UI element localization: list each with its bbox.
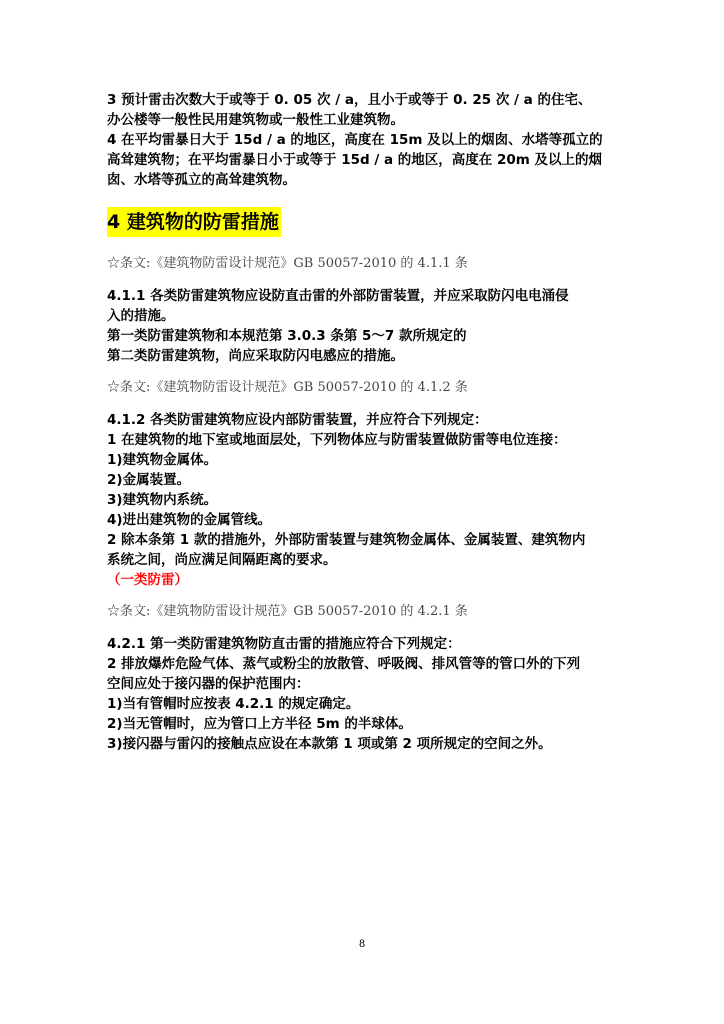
clause-line: 第一类防雷建筑物和本规范第 3.0.3 条第 5～7 款所规定的	[107, 328, 467, 344]
intro-paragraph	[107, 90, 627, 190]
citation-4-2-1: ☆条文:《建筑物防雷设计规范》GB 50057-2010 的 4.2.1 条	[107, 604, 468, 619]
clause-line: 空间应处于接闪器的保护范围内：	[107, 676, 310, 692]
intro-line: 4 在平均雷暴日大于 15d / a 的地区，高度在 15m 及以上的烟囱、水塔等孤立的	[107, 132, 603, 148]
red-category-label: （一类防雷）	[107, 572, 188, 588]
clause-4-1-1	[107, 286, 627, 366]
citation-4-1-2: ☆条文:《建筑物防雷设计规范》GB 50057-2010 的 4.1.2 条	[107, 380, 468, 395]
clause-line: 4.2.1 第一类防雷建筑物防直击雷的措施应符合下列规定：	[107, 636, 461, 652]
clause-line: 入的措施。	[107, 308, 175, 324]
clause-line: 1 在建筑物的地下室或地面层处，下列物体应与防雷装置做防雷等电位连接：	[107, 432, 567, 448]
intro-line: 办公楼等一般性民用建筑物或一般性工业建筑物。	[107, 112, 404, 128]
page-number: 8	[358, 939, 366, 950]
page-content	[107, 90, 627, 754]
intro-line: 高耸建筑物；在平均雷暴日小于或等于 15d / a 的地区，高度在 20m 及以上的烟	[107, 152, 603, 168]
section-heading: 4 建筑物的防雷措施	[107, 207, 281, 237]
clause-line: 4.1.1 各类防雷建筑物应设防直击雷的外部防雷装置，并应采取防闪电电涌侵	[107, 288, 569, 304]
clause-line: 4)进出建筑物的金属管线。	[107, 512, 272, 528]
clause-line: 2)当无管帽时，应为管口上方半径 5m 的半球体。	[107, 716, 412, 732]
citation-4-1-1: ☆条文:《建筑物防雷设计规范》GB 50057-2010 的 4.1.1 条	[107, 256, 468, 271]
clause-line: 4.1.2 各类防雷建筑物应设内部防雷装置，并应符合下列规定：	[107, 412, 488, 428]
intro-line: 囱、水塔等孤立的高耸建筑物。	[107, 172, 296, 188]
clause-line: 系统之间，尚应满足间隔距离的要求。	[107, 552, 337, 568]
clause-4-2-1	[107, 634, 627, 754]
clause-line: 1)当有管帽时应按表 4.2.1 的规定确定。	[107, 696, 360, 712]
clause-line: 3)接闪器与雷闪的接触点应设在本款第 1 项或第 2 项所规定的空间之外。	[107, 736, 552, 752]
clause-line: 1)建筑物金属体。	[107, 452, 218, 468]
clause-line: 第二类防雷建筑物，尚应采取防闪电感应的措施。	[107, 348, 404, 364]
clause-line: 3)建筑物内系统。	[107, 492, 218, 508]
clause-4-1-2	[107, 410, 627, 590]
clause-line: 2 除本条第 1 款的措施外，外部防雷装置与建筑物金属体、金属装置、建筑物内	[107, 532, 586, 548]
section-heading-wrap	[107, 207, 627, 237]
clause-line: 2 排放爆炸危险气体、蒸气或粉尘的放散管、呼吸阀、排风管等的管口外的下列	[107, 656, 581, 672]
clause-line: 2)金属装置。	[107, 472, 191, 488]
intro-line: 3 预计雷击次数大于或等于 0. 05 次 / a，且小于或等于 0. 25 次 / a 的住宅、	[107, 92, 592, 108]
